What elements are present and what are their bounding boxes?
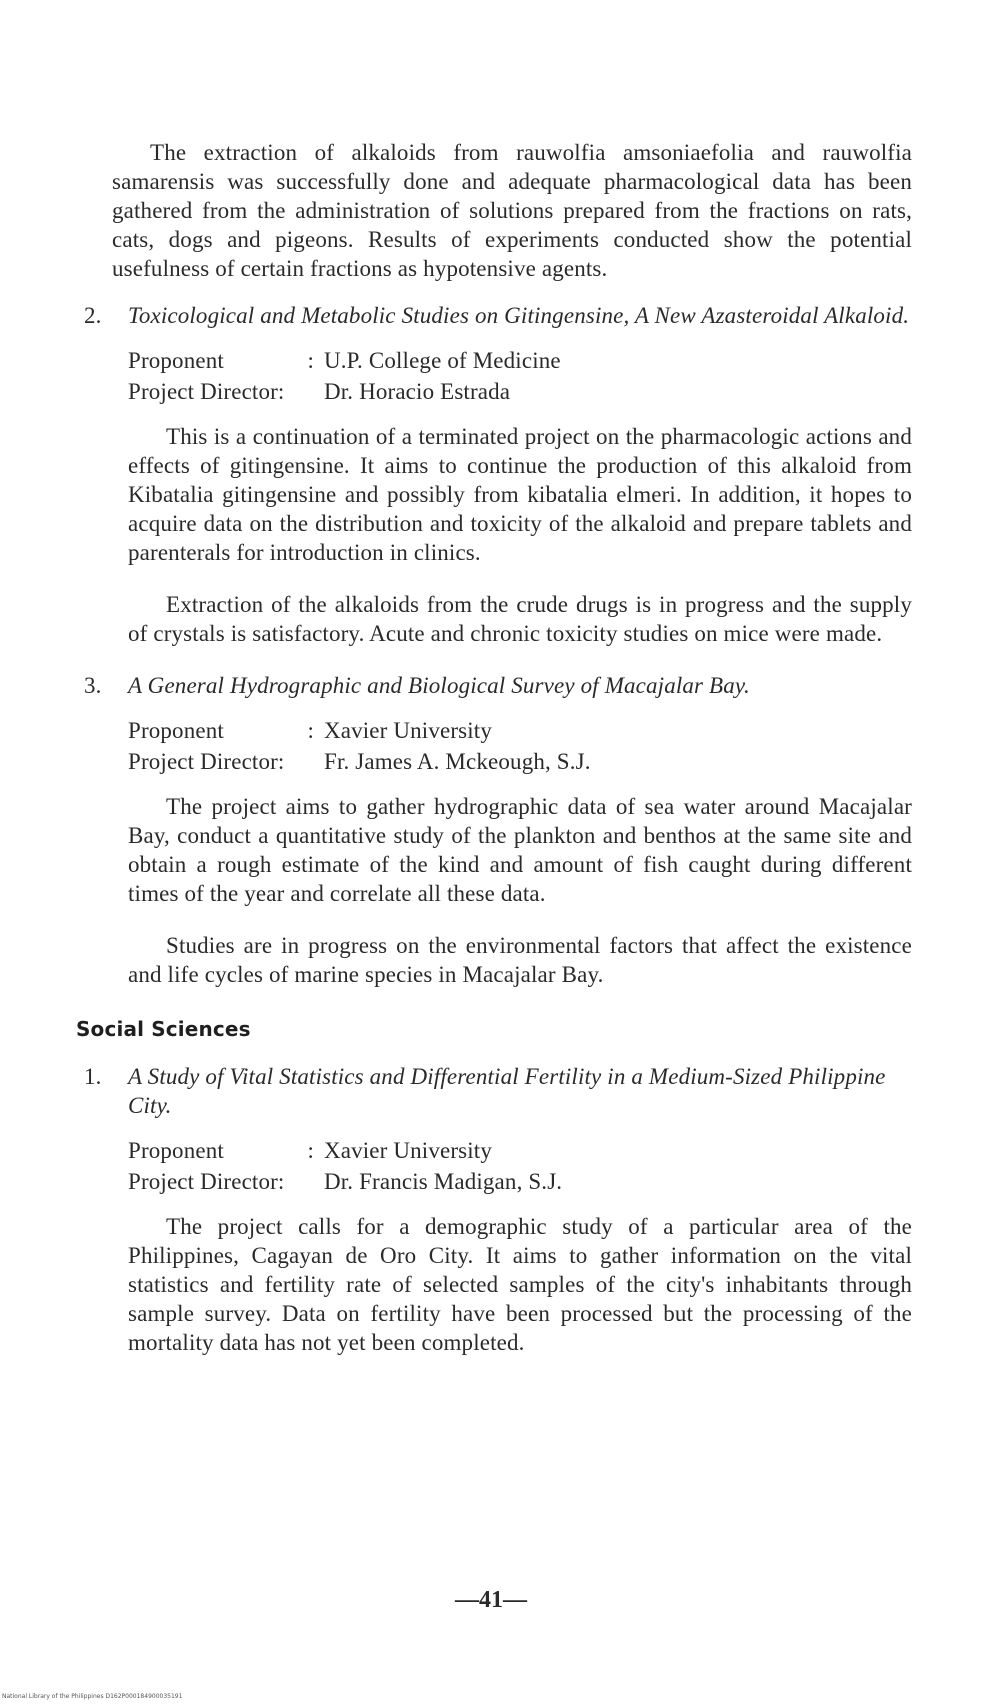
project-paragraph: The project calls for a demographic study of a particular area of the Philippines, Cagayan de Oro City. It aims to gather information on the vital statistics and fertility rate of selected samples of the city's inhabitants through sample survey. Data on fertility have been processed but the processing of the mortality data has not yet been completed.: [128, 1214, 912, 1355]
project-item: [84, 301, 912, 330]
project-title: A Study of Vital Statistics and Differential Fertility in a Medium-Sized Philippine City.: [128, 1064, 886, 1118]
page-content: [76, 138, 912, 1380]
proponent-label: Proponent: [128, 348, 224, 373]
proponent-value: Xavier University: [324, 718, 492, 743]
director-value: Dr. Francis Madigan, S.J.: [324, 1169, 563, 1194]
project-meta: [128, 716, 912, 776]
director-label: Project Director:: [128, 379, 285, 404]
director-value: Dr. Horacio Estrada: [324, 379, 511, 404]
proponent-value: U.P. College of Medicine: [324, 348, 561, 373]
project-paragraph: The project aims to gather hydrographic data of sea water around Macajalar Bay, conduct a quantitative study of the plankton and benthos at the same site and obtain a rough estimate of the kind and amount of fish caught during different times of the year and correlate all these data.: [128, 794, 912, 906]
director-label-cell: [128, 1167, 324, 1196]
director-label-cell: [128, 377, 324, 406]
footer-archive-mark: National Library of the Philippines D162P000184900035191: [2, 1693, 183, 1700]
project-item: [84, 671, 912, 700]
colon: :: [307, 1138, 314, 1163]
project-item: [84, 1062, 912, 1120]
proponent-label-cell: [128, 716, 324, 745]
colon: :: [307, 718, 314, 743]
colon: :: [307, 348, 314, 373]
page-number: —41—: [455, 1587, 527, 1613]
director-label-cell: [128, 747, 324, 776]
project-meta: [128, 1136, 912, 1196]
intro-paragraph: The extraction of alkaloids from rauwolfia amsoniaefolia and rauwolfia samarensis was successfully done and adequate pharmacological data has been gathered from the administration of solutions prepared from the fractions on rats, cats, dogs and pigeons. Results of experiments conducted show the potential usefulness of certain fractions as hypotensive agents.: [112, 140, 912, 281]
project-number: 3.: [84, 673, 102, 698]
project-paragraph: This is a continuation of a terminated project on the pharmacologic actions and effects of gitingensine. It aims to continue the production of this alkaloid from Kibatalia gitingensine and possibly from kibatalia elmeri. In addition, it hopes to acquire data on the distribution and toxicity of the alkaloid and prepare tablets and parenterals for introduction in clinics.: [128, 424, 912, 565]
director-label: Project Director:: [128, 1169, 285, 1194]
director-value: Fr. James A. Mckeough, S.J.: [324, 749, 591, 774]
project-paragraph: Studies are in progress on the environmental factors that affect the existence and life cycles of marine species in Macajalar Bay.: [128, 933, 912, 987]
proponent-label-cell: [128, 346, 324, 375]
director-label: Project Director:: [128, 749, 285, 774]
project-title: A General Hydrographic and Biological Survey of Macajalar Bay.: [128, 673, 750, 698]
project-paragraph: Extraction of the alkaloids from the crude drugs is in progress and the supply of crystals is satisfactory. Acute and chronic toxicity studies on mice were made.: [128, 592, 912, 646]
proponent-label: Proponent: [128, 1138, 224, 1163]
section-heading: Social Sciences: [76, 1017, 251, 1041]
proponent-label: Proponent: [128, 718, 224, 743]
project-number: 1.: [84, 1064, 102, 1089]
project-meta: [128, 346, 912, 406]
project-number: 2.: [84, 303, 102, 328]
proponent-value: Xavier University: [324, 1138, 492, 1163]
project-title: Toxicological and Metabolic Studies on Gitingensine, A New Azasteroidal Alkaloid.: [128, 303, 910, 328]
proponent-label-cell: [128, 1136, 324, 1165]
